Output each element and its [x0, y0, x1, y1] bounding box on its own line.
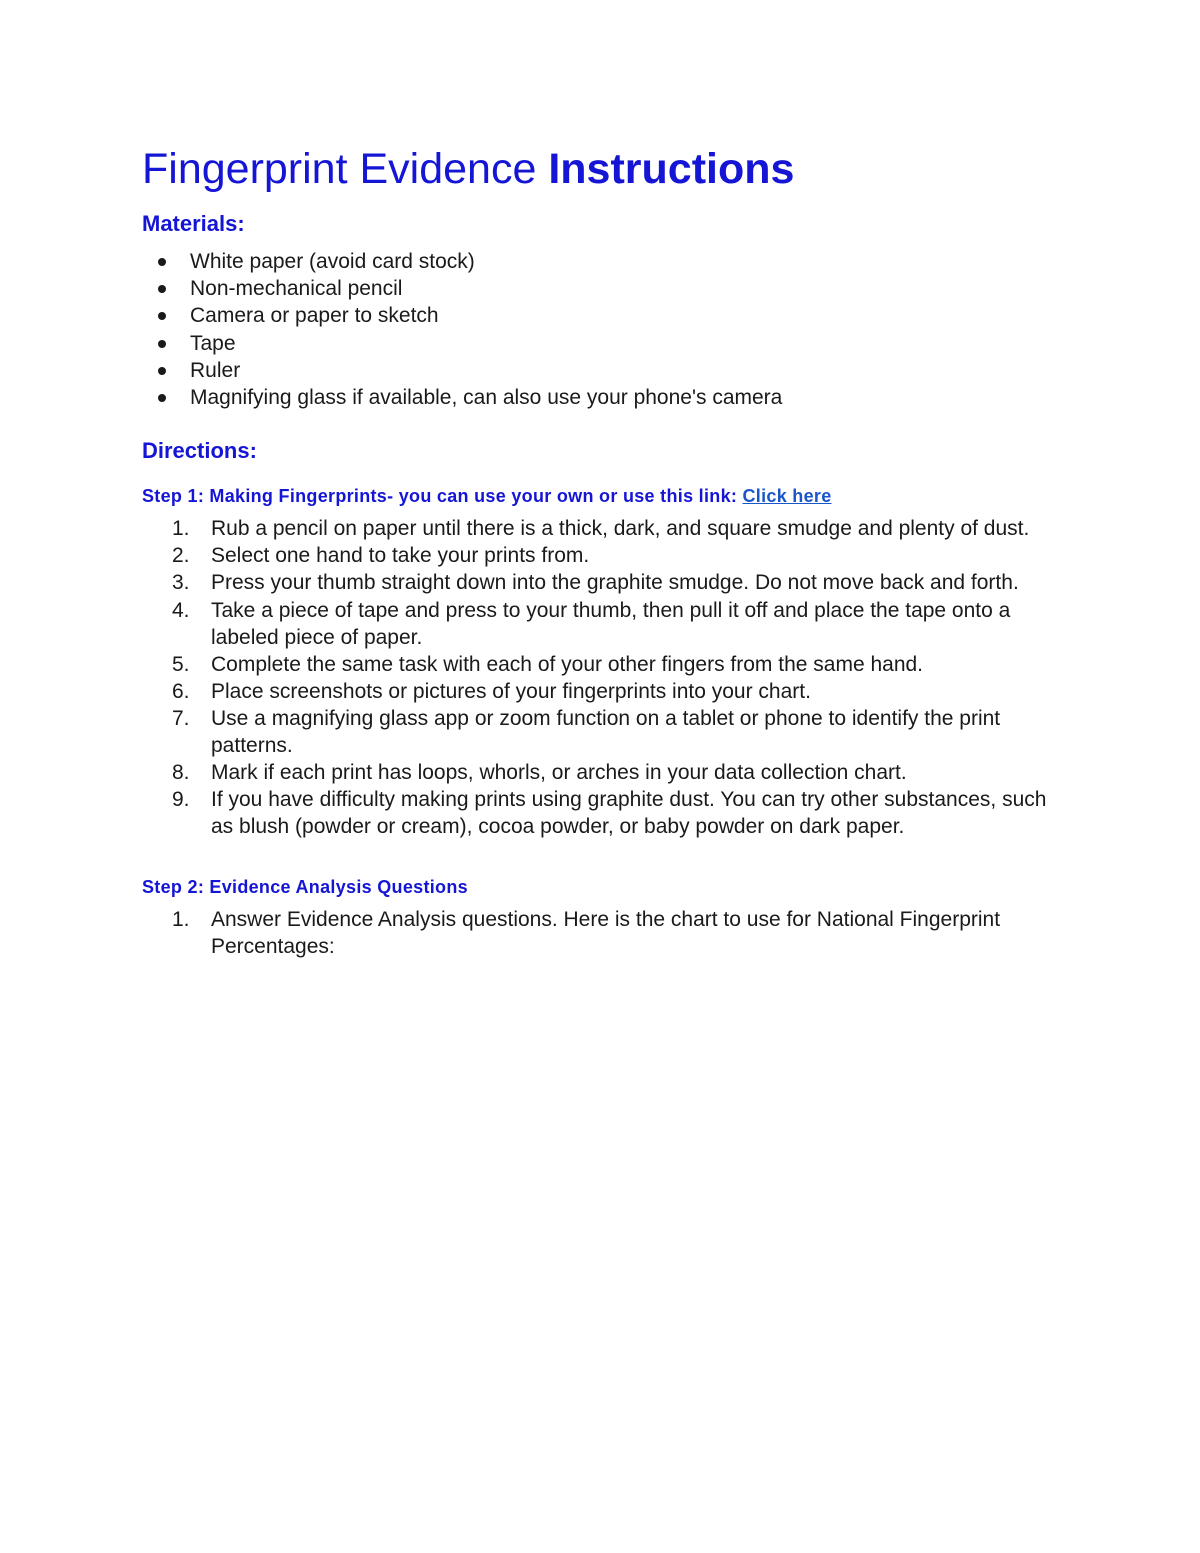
materials-heading: Materials: — [142, 211, 245, 236]
bullet-icon — [158, 285, 166, 293]
step-number: 1. — [172, 517, 190, 541]
materials-item-text: Tape — [190, 331, 236, 355]
bullet-icon — [158, 312, 166, 320]
step2-heading: Step 2: Evidence Analysis Questions — [142, 877, 468, 898]
materials-item — [142, 384, 1072, 411]
step-number: 2. — [172, 544, 190, 568]
materials-item — [142, 302, 1072, 329]
step1-item-text: Use a magnifying glass app or zoom function on a tablet or phone to identify the print patterns. — [211, 706, 1001, 757]
materials-item — [142, 330, 1072, 357]
materials-item-text: Non-mechanical pencil — [190, 277, 403, 301]
step1-item — [142, 678, 1071, 705]
title-regular: Fingerprint Evidence — [142, 145, 549, 193]
step1-heading — [142, 483, 1072, 509]
materials-item-text: White paper (avoid card stock) — [190, 250, 475, 273]
step-number: 6. — [172, 679, 190, 703]
document-page — [142, 140, 1072, 961]
bullet-icon — [158, 394, 166, 402]
materials-item — [142, 357, 1072, 384]
title-bold: Instructions — [548, 145, 795, 193]
step2-list — [142, 906, 1072, 960]
step1-item — [142, 651, 1071, 678]
bullet-icon — [158, 367, 166, 375]
step1-item — [142, 786, 1071, 840]
step1-item-text: If you have difficulty making prints using graphite dust. You can try other substances, such as blush (powder or cream), cocoa powder, or baby powder on dark paper. — [211, 788, 1047, 839]
step1-item — [142, 597, 1071, 651]
step-number: 9. — [172, 788, 190, 812]
step1-item — [142, 759, 1071, 786]
directions-heading: Directions: — [142, 438, 257, 464]
page-title — [142, 140, 1072, 198]
step1-list — [142, 515, 1072, 840]
bullet-icon — [158, 340, 166, 348]
step1-item-text: Complete the same task with each of your other fingers from the same hand. — [211, 652, 924, 676]
step1-item-text: Mark if each print has loops, whorls, or arches in your data collection chart. — [211, 761, 907, 785]
step1-heading-text: Step 1: Making Fingerprints- you can use your own or use this link: — [142, 486, 743, 507]
materials-item — [142, 248, 1072, 275]
step1-item — [142, 542, 1071, 569]
step-number: 5. — [172, 652, 190, 676]
step1-item-text: Place screenshots or pictures of your fingerprints into your chart. — [211, 679, 811, 703]
bullet-icon — [158, 258, 166, 266]
step2-item — [142, 906, 1071, 960]
step1-item-text: Press your thumb straight down into the graphite smudge. Do not move back and forth. — [211, 571, 1019, 595]
click-here-link[interactable]: Click here — [742, 486, 832, 507]
step-number: 7. — [172, 706, 190, 730]
step2-item-text: Answer Evidence Analysis questions. Here is the chart to use for National Fingerprint Percentages: — [211, 908, 1001, 959]
step1-item-text: Take a piece of tape and press to your thumb, then pull it off and place the tape onto a labeled piece of paper. — [211, 598, 1011, 649]
materials-list — [142, 248, 1072, 411]
step1-item — [142, 569, 1071, 596]
step-number: 1. — [172, 908, 190, 932]
materials-item-text: Ruler — [190, 358, 241, 382]
step-number: 3. — [172, 571, 190, 595]
step1-item — [142, 705, 1071, 759]
step-number: 8. — [172, 761, 190, 785]
materials-item-text: Camera or paper to sketch — [190, 304, 439, 328]
step1-item-text: Select one hand to take your prints from. — [211, 544, 590, 568]
materials-item — [142, 275, 1072, 302]
step1-item-text: Rub a pencil on paper until there is a thick, dark, and square smudge and plenty of dust. — [211, 517, 1030, 541]
step1-item — [142, 515, 1071, 542]
materials-item-text: Magnifying glass if available, can also use your phone's camera — [190, 386, 783, 410]
step-number: 4. — [172, 598, 190, 622]
